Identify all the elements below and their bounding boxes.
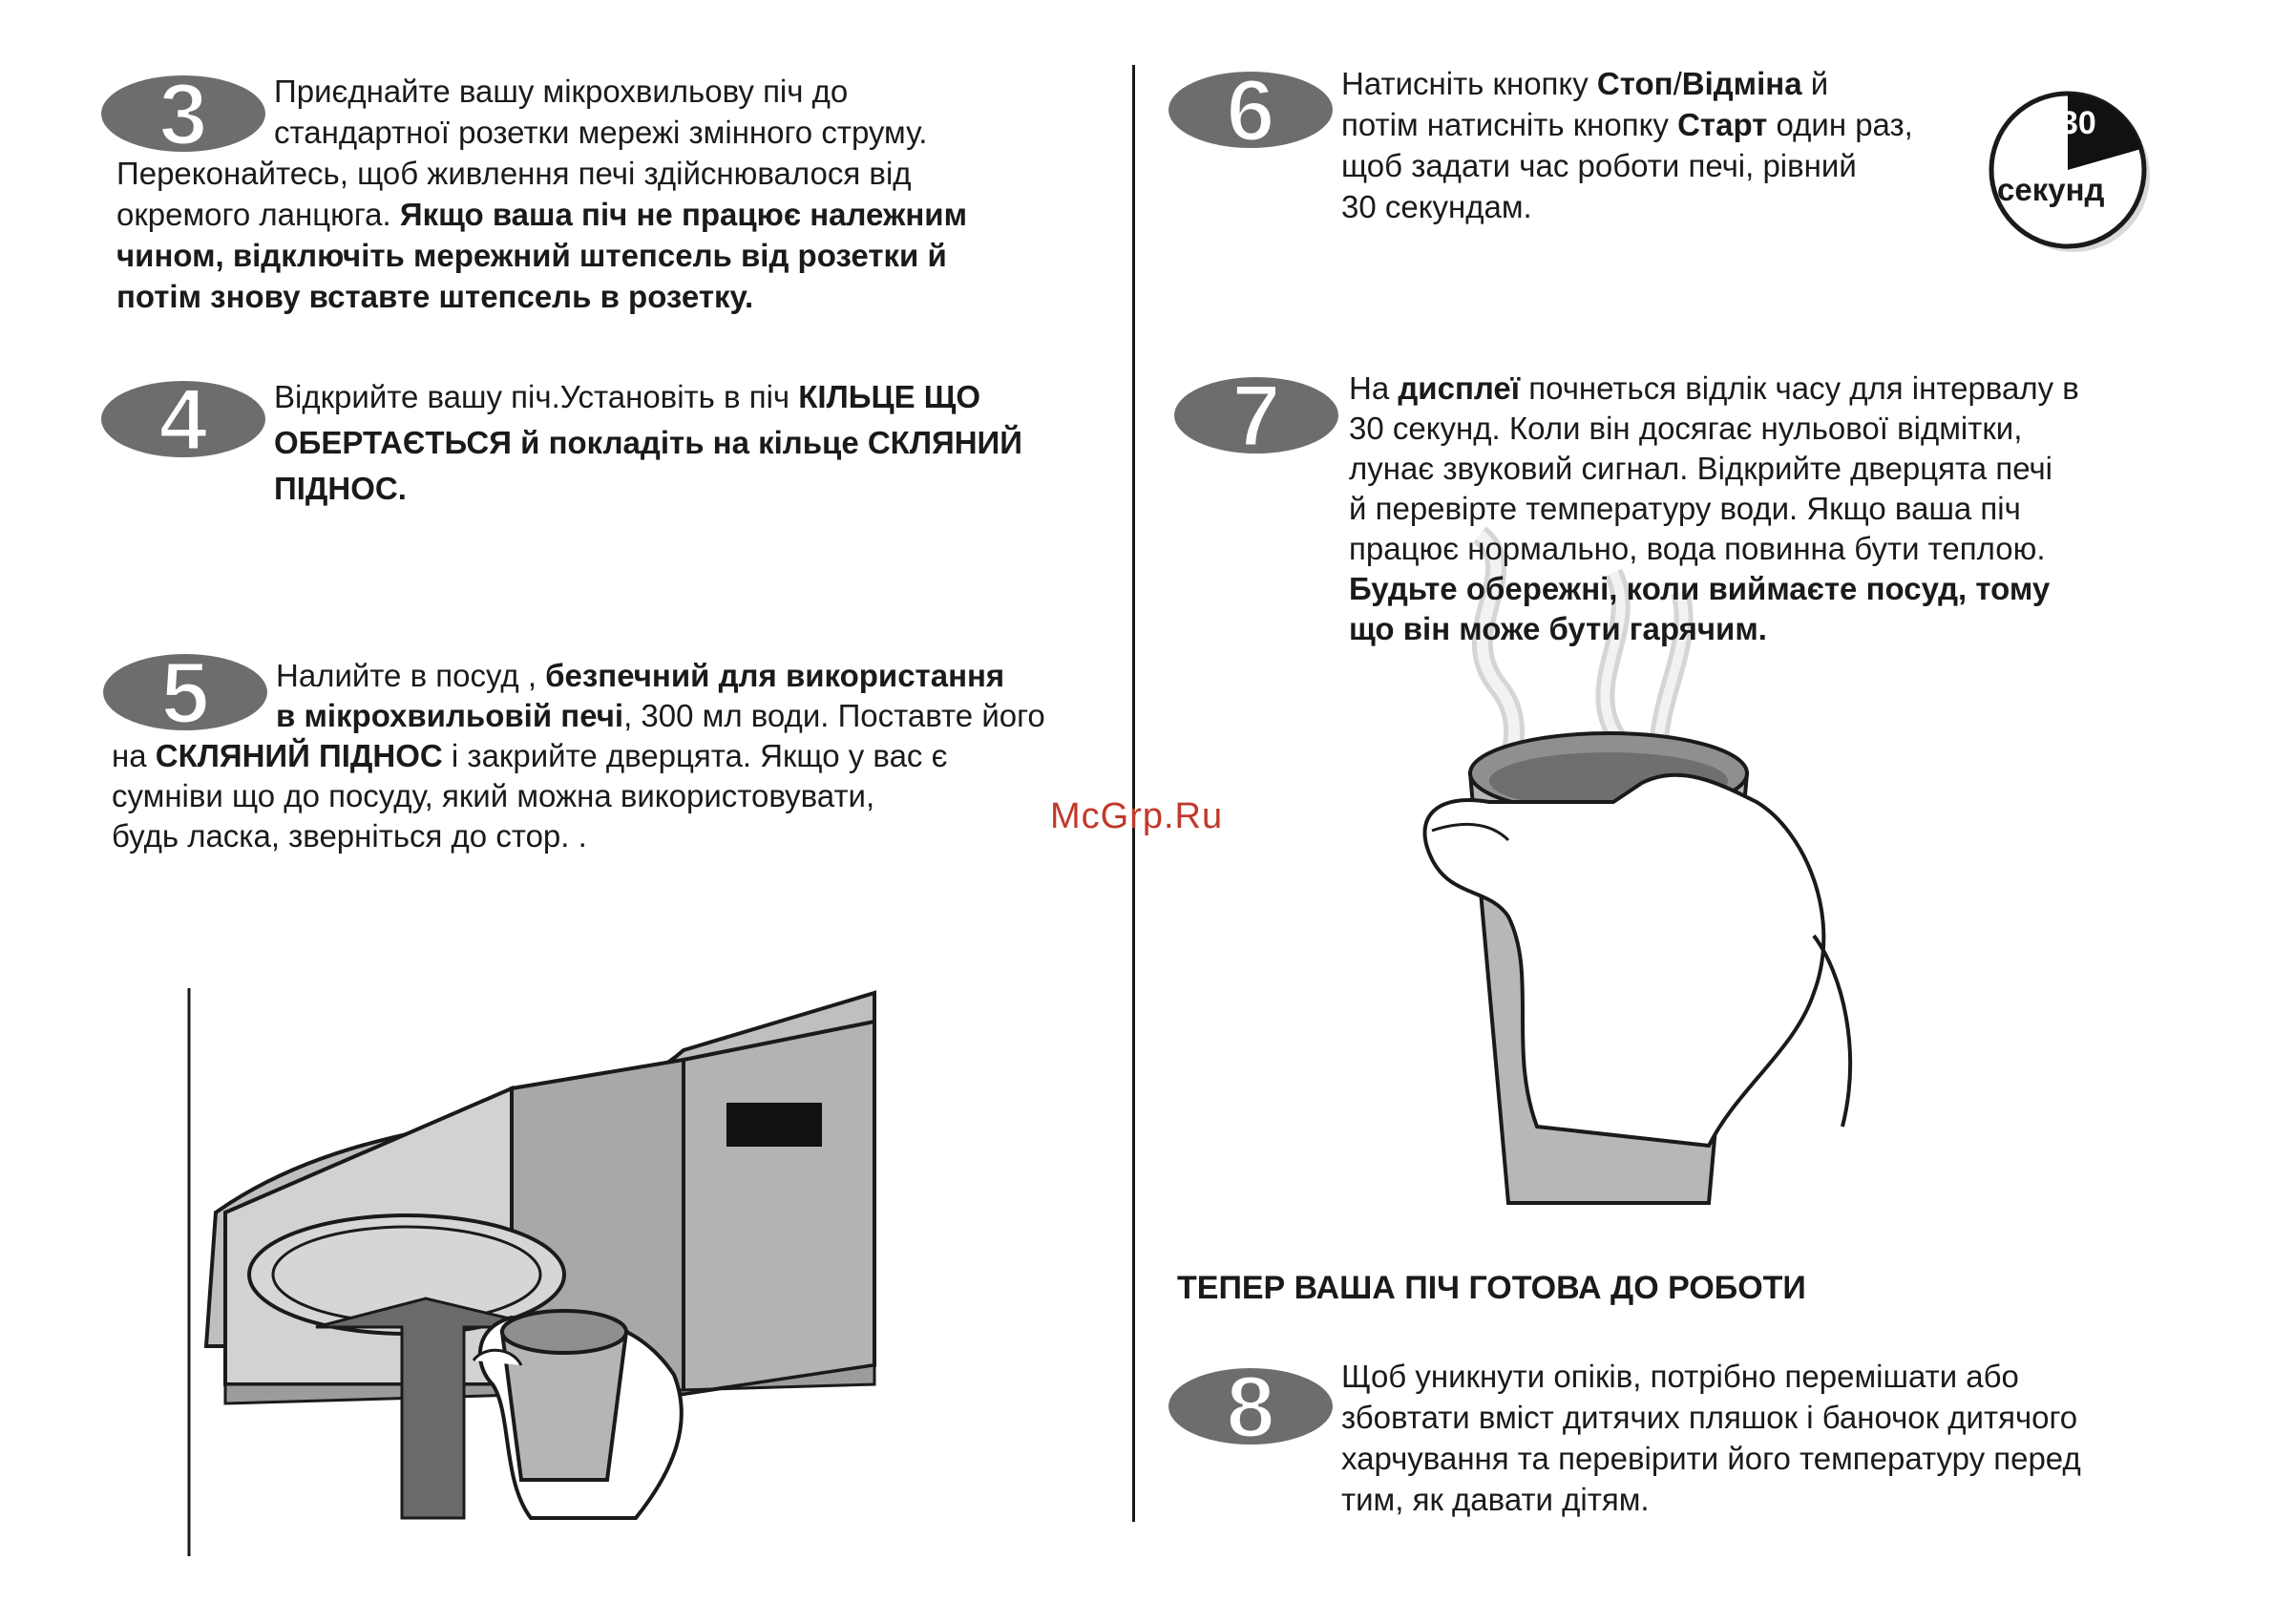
step-8-text bbox=[1341, 1356, 2081, 1520]
step-5-line-3c: і закрийте дверцята. Якщо у вас є bbox=[442, 738, 948, 773]
step-4-badge bbox=[99, 376, 267, 462]
step-6-line-2c: один раз, bbox=[1767, 107, 1913, 142]
step-7-number: 7 bbox=[1231, 372, 1281, 458]
step-5-text bbox=[112, 656, 1045, 856]
ready-heading: ТЕПЕР ВАША ПІЧ ГОТОВА ДО РОБОТИ bbox=[1177, 1270, 1806, 1306]
step-4-text bbox=[274, 374, 1022, 512]
step-8-line-4: тим, як давати дітям. bbox=[1341, 1482, 1650, 1517]
step-5-line-1a: Налийте в посуд , bbox=[276, 658, 546, 693]
step-7-text bbox=[1349, 369, 2079, 649]
step-8-line-1: Щоб уникнути опіків, потрібно перемішати або bbox=[1341, 1359, 2019, 1394]
step-8-line-3: харчування та перевірити його температуру перед bbox=[1341, 1441, 2081, 1476]
step-3-line-6: потім знову вставте штепсель в розетку. bbox=[116, 279, 754, 314]
step-6-line-1e: й bbox=[1801, 66, 1829, 101]
step-6-line-2a: потім натисніть кнопку bbox=[1341, 107, 1678, 142]
step-6-slash: / bbox=[1673, 66, 1682, 101]
step-7-line-1a: На bbox=[1349, 370, 1399, 406]
step-5-line-4: сумніви що до посуду, який можна використовувати, bbox=[112, 778, 875, 813]
step-7-line-1c: почнеться відлік часу для інтервалу в bbox=[1520, 370, 2079, 406]
step-4-line-1a: Відкрийте вашу піч.Установіть в піч bbox=[274, 379, 799, 414]
step-8-badge bbox=[1167, 1363, 1335, 1449]
step-7-badge bbox=[1172, 372, 1340, 458]
step-6-line-1a: Натисніть кнопку bbox=[1341, 66, 1597, 101]
step-3-number: 3 bbox=[158, 71, 208, 157]
step-5-line-1b: безпечний для використання bbox=[545, 658, 1005, 693]
step-5-line-5: будь ласка, зверніться до стор. . bbox=[112, 818, 587, 854]
step-5-line-2b: , 300 мл води. Поставте його bbox=[623, 698, 1045, 733]
step-6-start-label: Старт bbox=[1677, 107, 1768, 142]
step-8-line-2: збовтати вміст дитячих пляшок і баночок дитячого bbox=[1341, 1400, 2078, 1435]
step-7-display-label: дисплеї bbox=[1398, 370, 1521, 406]
step-7-line-3: лунає звуковий сигнал. Відкрийте дверцята печі bbox=[1349, 451, 2052, 486]
step-3-line-4b: Якщо ваша піч не працює належним bbox=[399, 197, 968, 232]
step-7-line-4: й перевірте температуру води. Якщо ваша піч bbox=[1349, 491, 2021, 526]
step-5-line-3a: на bbox=[112, 738, 156, 773]
step-3-line-3: Переконайтесь, щоб живлення печі здійснювалося від bbox=[116, 156, 912, 191]
step-4-line-3: ПІДНОС. bbox=[274, 471, 407, 506]
watermark: McGrp.Ru bbox=[1050, 796, 1224, 836]
step-3-line-2: стандартної розетки мережі змінного струму. bbox=[274, 115, 928, 150]
step-7-line-5: працює нормально, вода повинна бути теплою. bbox=[1349, 531, 2046, 566]
step-8-number: 8 bbox=[1226, 1363, 1275, 1449]
timer-label: секунд bbox=[1997, 172, 2105, 207]
step-7-line-7: що він може бути гарячим. bbox=[1349, 611, 1767, 646]
step-6-line-4: 30 секундам. bbox=[1341, 189, 1532, 224]
step-5-number: 5 bbox=[160, 649, 210, 735]
step-4-line-2: ОБЕРТАЄТЬСЯ й покладіть на кільце СКЛЯНИЙ bbox=[274, 425, 1022, 460]
timer-number: 30 bbox=[2060, 105, 2096, 141]
step-7-line-2: 30 секунд. Коли він досягає нульової відмітки, bbox=[1349, 411, 2023, 446]
step-6-line-3: щоб задати час роботи печі, рівний bbox=[1341, 148, 1857, 183]
step-6-number: 6 bbox=[1226, 67, 1275, 153]
step-6-stop-label: Стоп bbox=[1596, 66, 1673, 101]
step-5-badge bbox=[101, 649, 269, 735]
step-4-line-1b: КІЛЬЦЕ ЩО bbox=[798, 379, 981, 414]
step-5-line-3b: СКЛЯНИЙ ПІДНОС bbox=[155, 738, 443, 773]
step-7-line-6: Будьте обережні, коли виймаєте посуд, тому bbox=[1349, 571, 2051, 606]
step-3-badge bbox=[99, 71, 267, 157]
step-3-line-5: чином, відключіть мережний штепсель від розетки й bbox=[116, 238, 947, 273]
step-4-number: 4 bbox=[158, 376, 208, 462]
step-3-text bbox=[116, 71, 968, 317]
step-6-badge bbox=[1167, 67, 1335, 153]
step-5-line-2a: в мікрохвильовій печі bbox=[276, 698, 624, 733]
step-3-line-1: Приєднайте вашу мікрохвильову піч до bbox=[274, 74, 849, 109]
microwave-illustration bbox=[187, 983, 913, 1566]
step-6-text bbox=[1341, 63, 1913, 227]
step-6-cancel-label: Відміна bbox=[1681, 66, 1802, 101]
column-divider bbox=[1132, 65, 1135, 1522]
step-3-line-4a: окремого ланцюга. bbox=[116, 197, 400, 232]
